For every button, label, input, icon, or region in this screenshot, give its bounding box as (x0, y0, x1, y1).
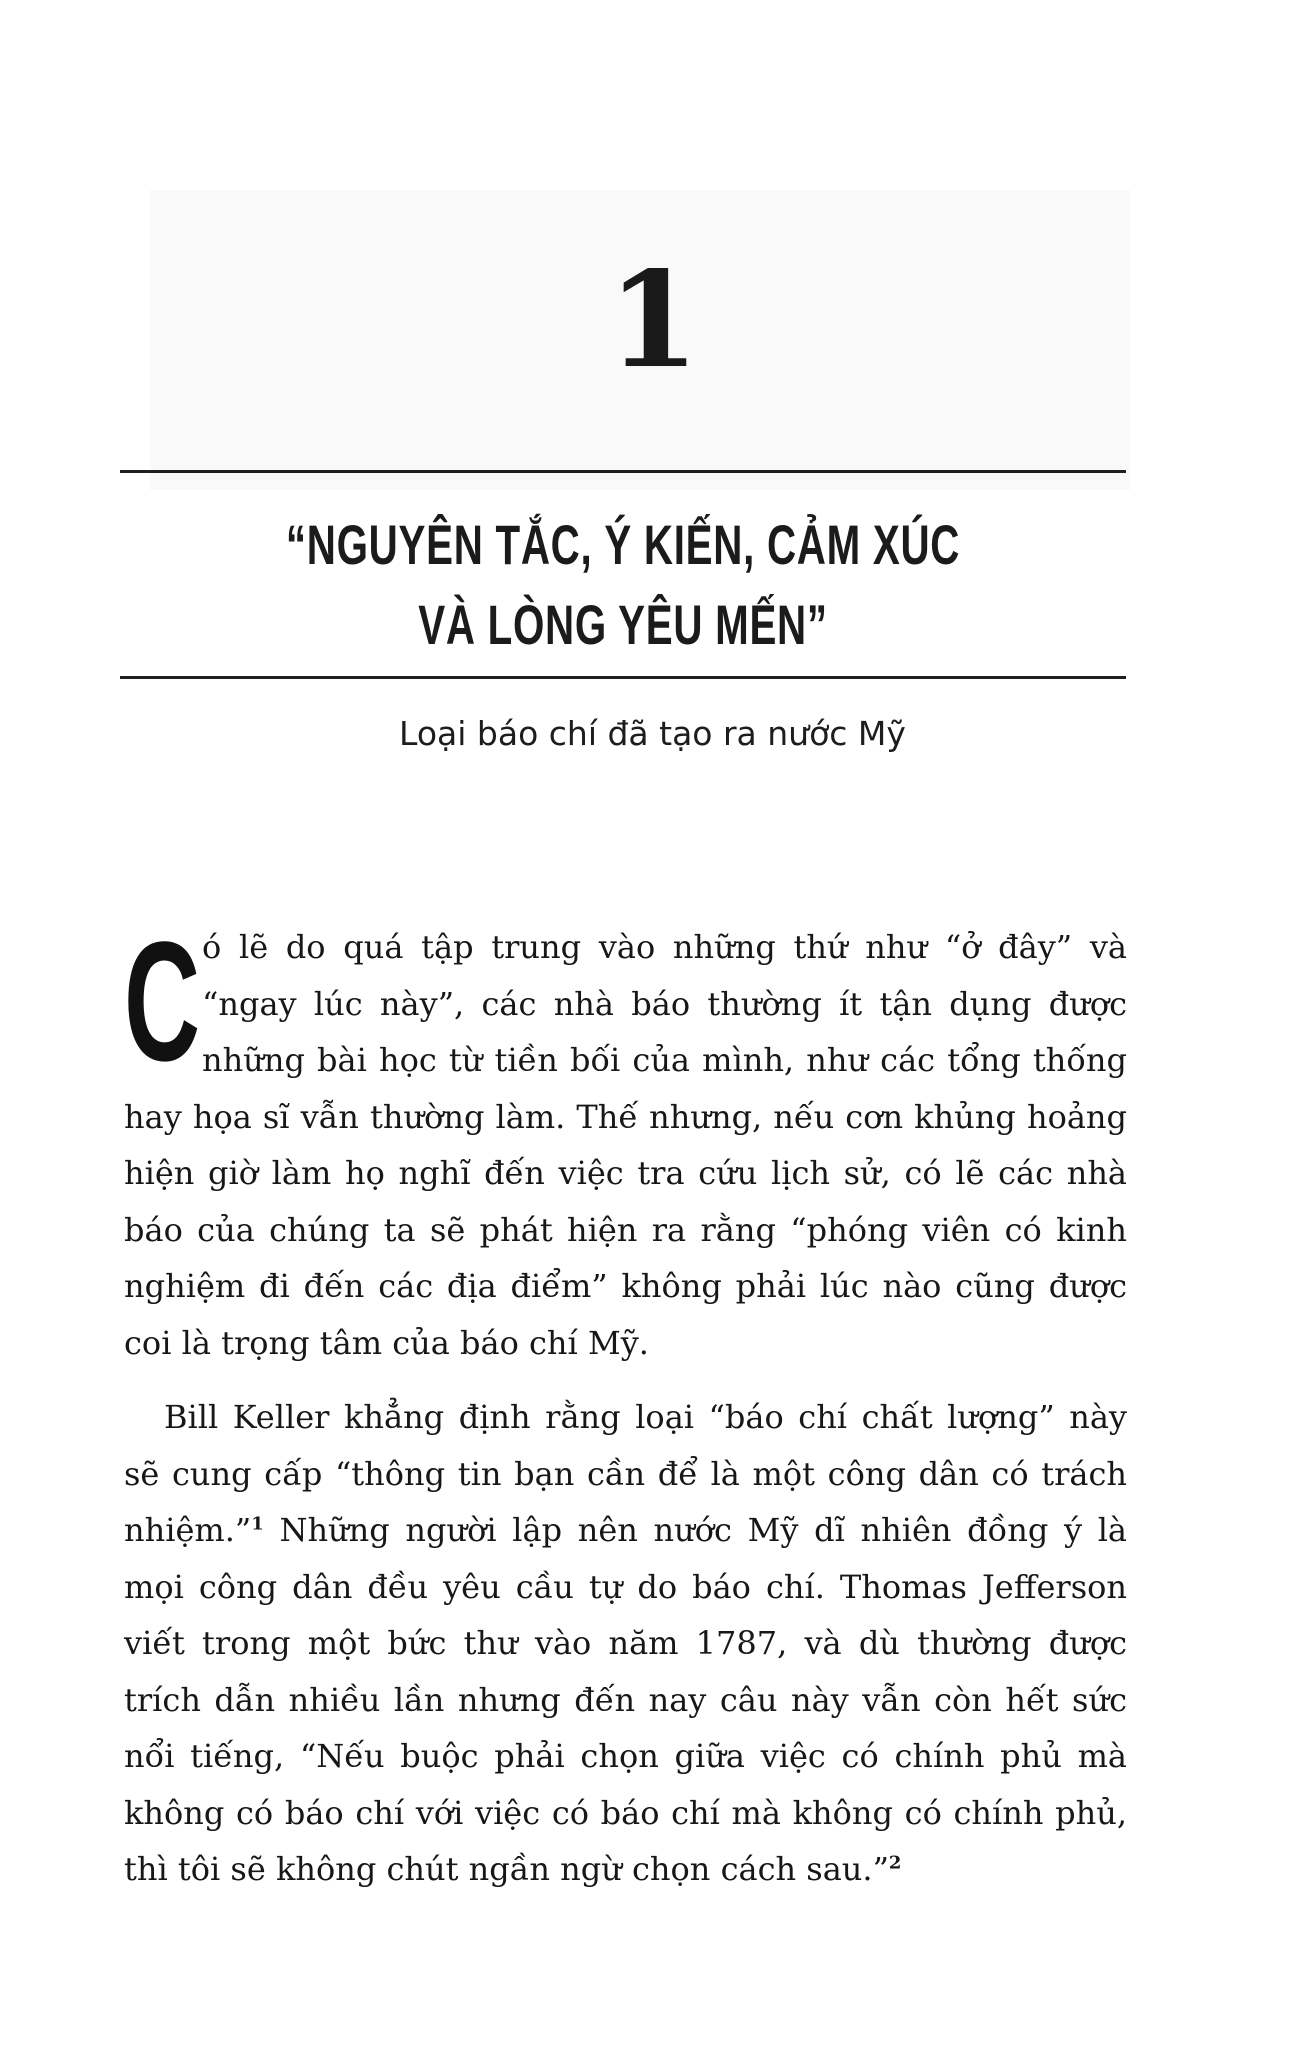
paragraph-1 (124, 907, 1127, 1371)
paragraph-1-text: ó lẽ do quá tập trung vào những thứ như “ở đây” và “ngay lúc này”, các nhà báo thường ít tận dụng được những bài học từ tiền bối của mình, như các tổng thống hay họa sĩ vẫn thường làm. Thế nhưng, nếu cơn khủng hoảng hiện giờ làm họ nghĩ đến việc tra cứu lịch sử, có lẽ các nhà báo của chúng ta sẽ phát hiện ra rằng “phóng viên có kinh nghiệm đi đến các địa điểm” không phải lúc nào cũng được coi là trọng tâm của báo chí Mỹ. (124, 928, 1127, 1362)
title-rule-bottom (120, 676, 1126, 679)
chapter-title (261, 505, 985, 665)
title-rule-top (120, 470, 1126, 473)
paragraph-2-text-a: Bill Keller khẳng định rằng loại “báo chí chất lượng” này sẽ cung cấp “thông tin bạn cần để là một công dân có trách nhiệm.” (124, 1398, 1127, 1549)
body-text (124, 907, 1127, 1898)
footnote-marker-2: 2 (888, 1852, 902, 1874)
paragraph-2-text-b: Những người lập nên nước Mỹ dĩ nhiên đồng ý là mọi công dân đều yêu cầu tự do báo chí. Thomas Jefferson viết trong một bức thư vào năm 1787, và dù thường được trích dẫn nhiều lần nhưng đến nay câu này vẫn còn hết sức nổi tiếng, “Nếu buộc phải chọn giữa việc có chính phủ mà không có báo chí với việc có báo chí mà không có chính phủ, thì tôi sẽ không chút ngần ngừ chọn cách sau.” (124, 1511, 1127, 1888)
paragraph-2 (124, 1389, 1127, 1898)
chapter-number: 1 (607, 243, 698, 398)
chapter-title-line-2: VÀ LÒNG YÊU MẾN” (418, 593, 828, 656)
footnote-marker-1: 1 (251, 1513, 264, 1535)
chapter-subtitle: Loại báo chí đã tạo ra nước Mỹ (399, 714, 906, 753)
drop-cap: C (124, 907, 201, 1097)
chapter-title-line-1: “NGUYÊN TẮC, Ý KIẾN, CẢM XÚC (285, 513, 961, 576)
